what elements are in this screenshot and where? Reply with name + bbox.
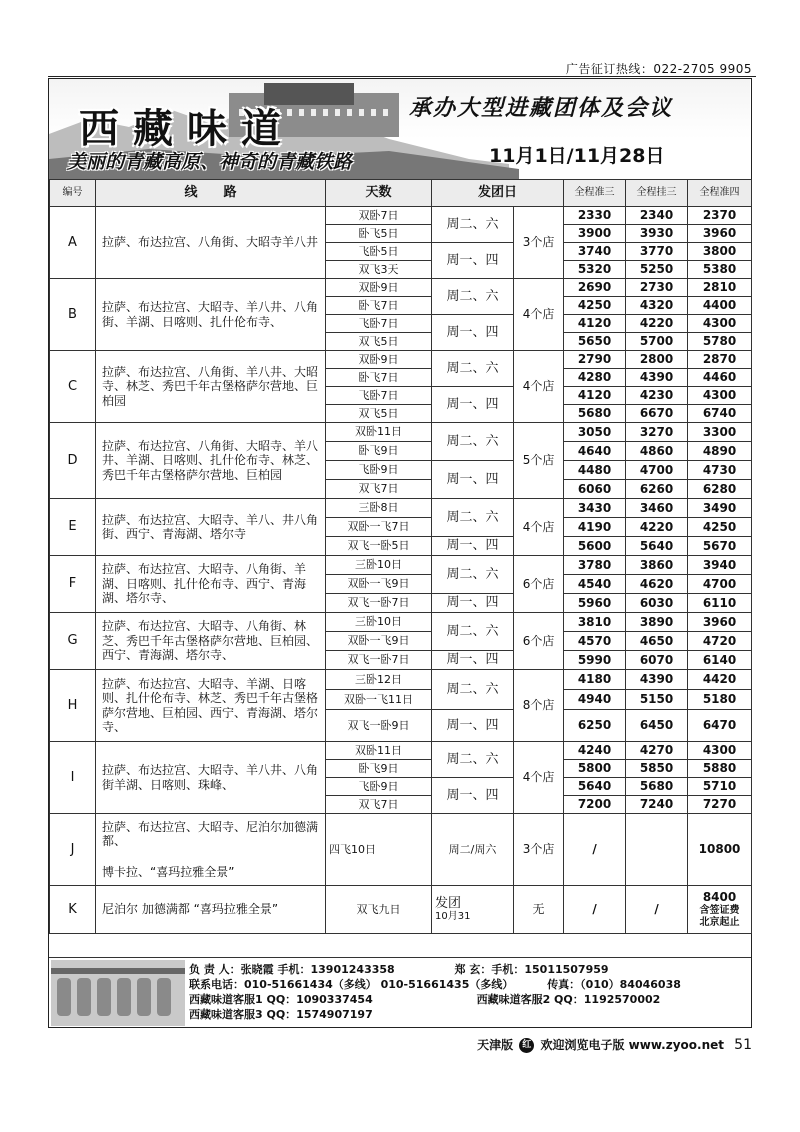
contact-qq-1: 西藏味道客服1 QQ：1090337454 [189, 993, 373, 1006]
departure-day: 周二、六 [432, 351, 514, 387]
price-cell: 3270 [626, 423, 688, 442]
price-cell: 4300 [688, 387, 752, 405]
duration: 双飞九日 [326, 886, 432, 934]
price-cell: 6140 [688, 651, 752, 670]
header-route: 线 路 [96, 180, 326, 207]
price-cell: 2800 [626, 351, 688, 369]
departure-day: 周一、四 [432, 387, 514, 423]
ad-hotline: 广告征订热线：022-2705 9905 [565, 62, 752, 76]
price-cell: 5800 [564, 760, 626, 778]
departure-day: 周一、四 [432, 710, 514, 742]
route-code: H [50, 670, 96, 742]
price-cell: / [626, 886, 688, 934]
duration: 卧飞7日 [326, 297, 432, 315]
duration: 卧飞7日 [326, 369, 432, 387]
price-cell: 4420 [688, 670, 752, 690]
departure-day: 周二、六 [432, 499, 514, 537]
page-number: 51 [734, 1037, 752, 1053]
price-cell: 4120 [564, 315, 626, 333]
contact-details [189, 962, 681, 1022]
price-cell: 2370 [688, 207, 752, 225]
price-cell: 2730 [626, 279, 688, 297]
contact-section [49, 957, 751, 1028]
website-text[interactable]: 欢迎浏览电子版 www.zyoo.net [540, 1038, 724, 1052]
duration: 双飞3天 [326, 261, 432, 279]
price-note: 北京起止 [699, 916, 740, 928]
shop-count: 6个店 [514, 556, 564, 613]
route-code: A [50, 207, 96, 279]
price-cell: 3430 [564, 499, 626, 518]
header-departure: 发团日 [432, 180, 564, 207]
price-cell: 5180 [688, 690, 752, 710]
price-cell: 5710 [688, 778, 752, 796]
route-description: 尼泊尔 加德满都 “喜玛拉雅全景” [96, 886, 326, 934]
price-cell: 4700 [626, 461, 688, 480]
departure-info [432, 886, 514, 934]
route-code: C [50, 351, 96, 423]
price-cell: 4220 [626, 518, 688, 537]
price-cell: 3460 [626, 499, 688, 518]
price-cell: 4230 [626, 387, 688, 405]
price-cell: 4250 [564, 297, 626, 315]
duration: 双飞一卧5日 [326, 537, 432, 556]
duration: 飞卧5日 [326, 243, 432, 261]
price-cell: 3900 [564, 225, 626, 243]
price-cell: 7270 [688, 796, 752, 814]
price-cell: 3490 [688, 499, 752, 518]
price-cell: 6450 [626, 710, 688, 742]
duration: 双飞7日 [326, 796, 432, 814]
tagline: 承办大型进藏团体及会议 [409, 96, 674, 121]
departure-day: 周二、六 [432, 207, 514, 243]
price-cell: 4240 [564, 742, 626, 760]
header-days: 天数 [326, 180, 432, 207]
header-code: 编号 [50, 180, 96, 207]
price-cell: 2870 [688, 351, 752, 369]
duration: 飞卧7日 [326, 387, 432, 405]
banner [49, 79, 750, 179]
brand-title: 西藏味道 [79, 105, 295, 152]
price-cell: 3960 [688, 225, 752, 243]
table-row [50, 814, 752, 886]
route-description: 拉萨、布达拉宫、八角街、大昭寺、羊八井、羊湖、日喀则、扎什伦布寺、林芝、秀巴千年古堡格萨尔营地、巨柏园 [96, 423, 326, 499]
price-cell: 6250 [564, 710, 626, 742]
price-cell: 5150 [626, 690, 688, 710]
price-cell: 5960 [564, 594, 626, 613]
duration: 三卧10日 [326, 556, 432, 575]
price-cell: 6260 [626, 480, 688, 499]
price-cell: 4480 [564, 461, 626, 480]
price-cell: 4940 [564, 690, 626, 710]
price-cell: 5850 [626, 760, 688, 778]
price-cell: 4730 [688, 461, 752, 480]
red-badge-icon: 红 [519, 1038, 534, 1053]
contact-qq-3: 西藏味道客服3 QQ：1574907197 [189, 1008, 373, 1021]
duration: 双卧11日 [326, 742, 432, 760]
duration: 三卧10日 [326, 613, 432, 632]
price-cell: 6060 [564, 480, 626, 499]
price-cell: 5640 [564, 778, 626, 796]
price-cell: 4720 [688, 632, 752, 651]
price-cell: 5380 [688, 261, 752, 279]
tour-price-table [49, 179, 752, 934]
price-cell: 2330 [564, 207, 626, 225]
price-cell-with-note [688, 886, 752, 934]
shop-count: 4个店 [514, 279, 564, 351]
route-description: 拉萨、布达拉宫、大昭寺、羊八井、八角街羊湖、日喀则、珠峰、 [96, 742, 326, 814]
shop-count: 6个店 [514, 613, 564, 670]
price-cell: 4650 [626, 632, 688, 651]
price-cell: 6670 [626, 405, 688, 423]
price-cell: 4860 [626, 442, 688, 461]
departure-day: 周二、六 [432, 742, 514, 778]
route-description: 拉萨、布达拉宫、八角街、大昭寺羊八井 [96, 207, 326, 279]
price-cell: 4250 [688, 518, 752, 537]
page-footer [477, 1036, 752, 1053]
price-cell: 5700 [626, 333, 688, 351]
price-cell: 4700 [688, 575, 752, 594]
duration: 双卧9日 [326, 351, 432, 369]
price-cell: 6070 [626, 651, 688, 670]
shop-count: 4个店 [514, 742, 564, 814]
price-cell: 4300 [688, 742, 752, 760]
contact-zheng: 郑 玄：手机：15011507959 [454, 963, 609, 976]
route-code: F [50, 556, 96, 613]
price-cell: 3810 [564, 613, 626, 632]
price-cell: 5650 [564, 333, 626, 351]
duration: 飞卧9日 [326, 778, 432, 796]
duration: 双卧一飞11日 [326, 690, 432, 710]
table-row [50, 613, 752, 632]
duration: 双飞5日 [326, 405, 432, 423]
route-code: I [50, 742, 96, 814]
price-cell: 6110 [688, 594, 752, 613]
price-cell: 4220 [626, 315, 688, 333]
departure-day: 周二、六 [432, 613, 514, 651]
price-cell: / [564, 886, 626, 934]
duration: 三卧12日 [326, 670, 432, 690]
departure-day: 周一、四 [432, 594, 514, 613]
header-price-2: 全程挂三 [626, 180, 688, 207]
price-cell: 5680 [626, 778, 688, 796]
ad-frame [48, 78, 752, 1028]
slogan: 美丽的青藏高原、神奇的青藏铁路 [67, 151, 353, 173]
route-description: 拉萨、布达拉宫、大昭寺、羊八井、八角街、羊湖、日喀则、扎什伦布寺、 [96, 279, 326, 351]
price-cell: 5780 [688, 333, 752, 351]
price-cell: 6280 [688, 480, 752, 499]
duration: 双飞一卧7日 [326, 651, 432, 670]
table-row [50, 499, 752, 518]
departure-label: 发团 [435, 895, 462, 911]
price-cell: 4460 [688, 369, 752, 387]
price-cell: 2810 [688, 279, 752, 297]
departure-dates: 11月1日/11月28日 [489, 145, 665, 167]
price-cell [626, 814, 688, 886]
price-cell: 4270 [626, 742, 688, 760]
price-cell: 6470 [688, 710, 752, 742]
route-code: B [50, 279, 96, 351]
duration: 双飞5日 [326, 333, 432, 351]
duration: 双飞一卧7日 [326, 594, 432, 613]
price-cell: 4280 [564, 369, 626, 387]
price-cell: 10800 [688, 814, 752, 886]
table-row [50, 886, 752, 934]
route-code: D [50, 423, 96, 499]
contact-phone: 联系电话：010-51661434（多线） 010-51661435（多线） [189, 978, 514, 991]
duration: 双卧7日 [326, 207, 432, 225]
price-note: 含签证费 [699, 904, 740, 916]
price-cell: 3860 [626, 556, 688, 575]
contact-fax: 传真：（010）84046038 [547, 978, 681, 991]
price-cell: 2340 [626, 207, 688, 225]
departure-day: 周一、四 [432, 243, 514, 279]
duration: 四飞10日 [326, 814, 432, 886]
price-cell: 4320 [626, 297, 688, 315]
price-cell: 4570 [564, 632, 626, 651]
duration: 双卧一飞9日 [326, 632, 432, 651]
table-row [50, 207, 752, 225]
duration: 双卧11日 [326, 423, 432, 442]
price-cell: 4620 [626, 575, 688, 594]
departure-day: 周二/周六 [432, 814, 514, 886]
route-description: 拉萨、布达拉宫、八角街、羊八井、大昭寺、林芝、秀巴千年古堡格萨尔营地、巨柏园 [96, 351, 326, 423]
contact-manager: 负 责 人：张晓霞 手机：13901243358 [189, 963, 395, 976]
departure-day: 周一、四 [432, 315, 514, 351]
price-cell: 4400 [688, 297, 752, 315]
departure-day: 周一、四 [432, 778, 514, 814]
duration: 三卧8日 [326, 499, 432, 518]
price-cell: 5250 [626, 261, 688, 279]
duration: 飞卧7日 [326, 315, 432, 333]
price-cell: 3050 [564, 423, 626, 442]
header-price-3: 全程准四 [688, 180, 752, 207]
price-cell: 5680 [564, 405, 626, 423]
duration: 双卧一飞7日 [326, 518, 432, 537]
route-code: J [50, 814, 96, 886]
duration: 双卧一飞9日 [326, 575, 432, 594]
table-header-row [50, 180, 752, 207]
route-description: 拉萨、布达拉宫、大昭寺、羊湖、日喀则、扎什伦布寺、林芝、秀巴千年古堡格萨尔营地、巨柏园、西宁、青海湖、塔尔寺、 [96, 670, 326, 742]
price-cell: 4540 [564, 575, 626, 594]
contact-qq-2: 西藏味道客服2 QQ：1192570002 [476, 993, 661, 1006]
table-row [50, 556, 752, 575]
table-row [50, 279, 752, 297]
price-cell: 4390 [626, 369, 688, 387]
departure-day: 周二、六 [432, 670, 514, 710]
table-row [50, 742, 752, 760]
price-cell: 4640 [564, 442, 626, 461]
table-row [50, 423, 752, 442]
shop-count: 3个店 [514, 814, 564, 886]
route-description: 拉萨、布达拉宫、大昭寺、羊八、井八角街、西宁、青海湖、塔尔寺 [96, 499, 326, 556]
price-cell: 3780 [564, 556, 626, 575]
price-cell: 5670 [688, 537, 752, 556]
price-cell: 4190 [564, 518, 626, 537]
route-line-2: 博卡拉、“喜玛拉雅全景” [102, 864, 235, 879]
route-description: 拉萨、布达拉宫、大昭寺、八角街、林芝、秀巴千年古堡格萨尔营地、巨柏园、西宁、青海湖、塔尔寺、 [96, 613, 326, 670]
price-cell: 5600 [564, 537, 626, 556]
route-description: 拉萨、布达拉宫、大昭寺、八角街、羊湖、日喀则、扎什伦布寺、西宁、青海湖、塔尔寺、 [96, 556, 326, 613]
departure-day: 周一、四 [432, 651, 514, 670]
duration: 飞卧9日 [326, 461, 432, 480]
price-cell: 6030 [626, 594, 688, 613]
duration: 双卧9日 [326, 279, 432, 297]
price-cell: 2690 [564, 279, 626, 297]
departure-day: 周二、六 [432, 423, 514, 461]
price-cell: 3770 [626, 243, 688, 261]
shop-count: 4个店 [514, 499, 564, 556]
header-price-1: 全程准三 [564, 180, 626, 207]
price-cell: 4890 [688, 442, 752, 461]
prayer-wheels-photo [51, 960, 185, 1026]
table-row [50, 351, 752, 369]
price-cell: 4120 [564, 387, 626, 405]
price-cell: 6740 [688, 405, 752, 423]
table-row [50, 670, 752, 690]
price-cell: 5880 [688, 760, 752, 778]
price-cell: 5640 [626, 537, 688, 556]
price-cell: 3960 [688, 613, 752, 632]
duration: 卧飞9日 [326, 760, 432, 778]
shop-count: 3个店 [514, 207, 564, 279]
price-cell: 7240 [626, 796, 688, 814]
duration: 双飞一卧9日 [326, 710, 432, 742]
shop-count: 8个店 [514, 670, 564, 742]
departure-day: 周一、四 [432, 537, 514, 556]
departure-day: 周一、四 [432, 461, 514, 499]
route-code: G [50, 613, 96, 670]
price-cell: 3800 [688, 243, 752, 261]
price-cell: 3890 [626, 613, 688, 632]
route-line-1: 拉萨、布达拉宫、大昭寺、尼泊尔加德满都、 [102, 819, 319, 849]
price-cell: / [564, 814, 626, 886]
departure-day: 周二、六 [432, 279, 514, 315]
price-cell: 2790 [564, 351, 626, 369]
price-cell: 4390 [626, 670, 688, 690]
price-cell: 3940 [688, 556, 752, 575]
price-cell: 3740 [564, 243, 626, 261]
price-cell: 4180 [564, 670, 626, 690]
departure-day: 周二、六 [432, 556, 514, 594]
departure-date: 10月31 [435, 911, 471, 923]
shop-count: 无 [514, 886, 564, 934]
route-code: E [50, 499, 96, 556]
price-cell: 3930 [626, 225, 688, 243]
duration: 双飞7日 [326, 480, 432, 499]
header-rule [48, 76, 756, 77]
price-cell: 7200 [564, 796, 626, 814]
shop-count: 5个店 [514, 423, 564, 499]
price-cell: 5320 [564, 261, 626, 279]
edition-label: 天津版 [477, 1038, 514, 1052]
route-description [96, 814, 326, 886]
price-cell: 5990 [564, 651, 626, 670]
duration: 卧飞9日 [326, 442, 432, 461]
price-cell: 3300 [688, 423, 752, 442]
price-value: 8400 [702, 890, 737, 905]
duration: 卧飞5日 [326, 225, 432, 243]
shop-count: 4个店 [514, 351, 564, 423]
price-cell: 4300 [688, 315, 752, 333]
route-code: K [50, 886, 96, 934]
